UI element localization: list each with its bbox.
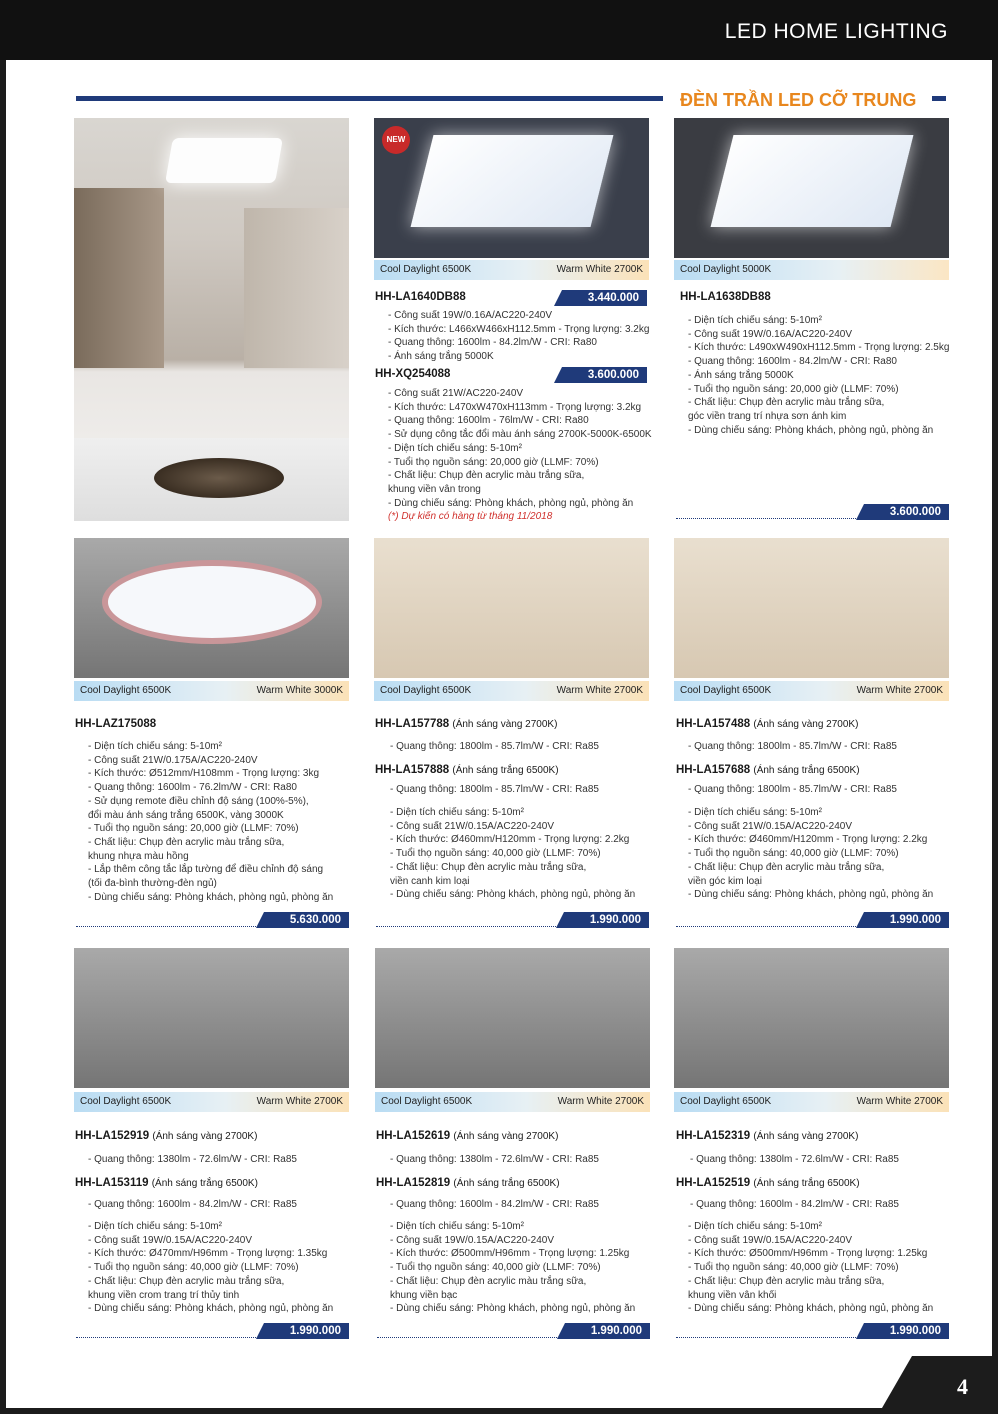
spec-item: - Sử dụng remote điều chỉnh độ sáng (100%-5%), [88, 795, 309, 807]
spec-item: - Chất liệu: Chụp đèn acrylic màu trắng sữa, [390, 1275, 587, 1287]
spec-item: - Công suất 21W/AC220-240V [388, 388, 524, 399]
price-tag: 3.440.000 [562, 290, 647, 306]
color-temp-band [374, 260, 649, 280]
spec-item: - Quang thông: 1380lm - 72.6lm/W - CRI: Ra85 [88, 1154, 297, 1165]
spec-item: góc viền trang trí nhựa sơn ánh kim [688, 410, 847, 422]
spec-list [390, 1153, 599, 1167]
model-variant: (Ánh sáng trắng 6500K) [452, 765, 559, 776]
model-variant: (Ánh sáng vàng 2700K) [152, 1131, 258, 1142]
spec-item: - Tuổi thọ nguồn sáng: 40,000 giờ (LLMF: 70%) [688, 1262, 899, 1274]
spec-list [88, 740, 333, 904]
spec-list [88, 1198, 297, 1212]
spec-item: (tối đa-bình thường-đèn ngủ) [88, 878, 217, 890]
spec-item: - Diện tích chiếu sáng: 5-10m² [688, 315, 822, 326]
spec-item: - Công suất 21W/0.15A/AC220-240V [390, 820, 554, 832]
spec-item: - Tuổi thọ nguồn sáng: 40,000 giờ (LLMF: 70%) [688, 848, 899, 860]
model-variant: (Ánh sáng vàng 2700K) [453, 1131, 559, 1142]
model-code: HH-LA157788 [375, 718, 450, 730]
band-cool-label: Cool Daylight 6500K [80, 685, 172, 696]
spec-item: - Dùng chiếu sáng: Phòng khách, phòng ngủ, phòng ăn [688, 424, 934, 436]
square-lamp-icon [710, 135, 913, 227]
price-tag: 3.600.000 [562, 367, 647, 383]
spec-list [88, 1220, 333, 1316]
spec-item: khung nhựa màu hồng [88, 850, 189, 862]
band-warm-label: Warm White 2700K [856, 685, 943, 696]
band-cool-label: Cool Daylight 6500K [680, 1096, 772, 1107]
spec-list [388, 387, 652, 524]
spec-item: - Diện tích chiếu sáng: 5-10m² [88, 741, 222, 752]
spec-list [390, 740, 599, 754]
room-wall [244, 208, 349, 368]
header-bar [0, 0, 998, 60]
spec-item: - Quang thông: 1600lm - 76lm/W - CRI: Ra80 [388, 415, 589, 427]
spec-item: - Chất liệu: Chụp đèn acrylic màu trắng sữa, [388, 470, 585, 482]
product-image-hh-la157488 [674, 538, 949, 678]
color-temp-band [374, 681, 649, 701]
page-number: 4 [957, 1374, 968, 1399]
spec-item: - Công suất 19W/0.15A/AC220-240V [688, 1234, 852, 1246]
spec-item: - Quang thông: 1600lm - 84.2lm/W - CRI: Ra85 [390, 1199, 599, 1210]
spec-item: khung viền vân trong [388, 483, 481, 495]
spec-item: - Kích thước: Ø460mm/H120mm - Trọng lượng: 2.2kg [688, 834, 928, 846]
price-rule [76, 926, 266, 927]
model-code: HH-LA153119 [75, 1177, 149, 1189]
spec-item: - Chất liệu: Chụp đèn acrylic màu trắng sữa, [688, 397, 885, 409]
model-variant: (Ánh sáng trắng 6500K) [753, 1178, 860, 1189]
model-name [375, 718, 557, 730]
model-code: HH-LA152819 [376, 1177, 451, 1189]
spec-item: - Kích thước: L490xW490xH112.5mm - Trọng lượng: 2.5kg [688, 342, 950, 354]
spec-item: - Tuổi thọ nguồn sáng: 40,000 giờ (LLMF: 70%) [88, 1262, 299, 1274]
spec-item: - Diện tích chiếu sáng: 5-10m² [388, 442, 522, 454]
spec-item: viền góc kim loại [688, 875, 762, 887]
spec-list [390, 1198, 599, 1212]
spec-item: - Chất liệu: Chụp đèn acrylic màu trắng sữa, [390, 861, 587, 873]
spec-item: - Quang thông: 1800lm - 85.7lm/W - CRI: Ra85 [688, 741, 897, 752]
band-cool-label: Cool Daylight 6500K [381, 1096, 473, 1107]
spec-item: - Dùng chiếu sáng: Phòng khách, phòng ngủ, phòng ăn [88, 1303, 334, 1315]
spec-list [688, 806, 933, 902]
spec-item: - Chất liệu: Chụp đèn acrylic màu trắng sữa, [88, 836, 285, 848]
band-cool-label: Cool Daylight 6500K [80, 1096, 172, 1107]
model-name [676, 718, 858, 730]
band-cool-label: Cool Daylight 6500K [380, 264, 472, 275]
spec-list [388, 309, 649, 364]
model-name: HH-LA1640DB88 [375, 291, 466, 303]
page-number-tab [912, 1356, 992, 1408]
model-name [676, 1130, 858, 1142]
spec-item: - Tuổi thọ nguồn sáng: 20,000 giờ (LLMF: 70%) [688, 383, 899, 395]
band-warm-label: Warm White 2700K [856, 1096, 943, 1107]
price-rule [76, 1337, 266, 1338]
spec-item: - Chất liệu: Chụp đèn acrylic màu trắng sữa, [688, 1275, 885, 1287]
band-warm-label: Warm White 2700K [256, 1096, 343, 1107]
model-name [376, 1177, 560, 1189]
room-wall [74, 188, 164, 368]
band-cool-label: Cool Daylight 6500K [380, 685, 472, 696]
model-variant: (Ánh sáng vàng 2700K) [753, 719, 859, 730]
model-name: HH-LAZ175088 [75, 718, 157, 730]
spec-list [688, 1220, 933, 1316]
spec-item: - Diện tích chiếu sáng: 5-10m² [88, 1221, 222, 1232]
model-code: HH-LA157688 [676, 764, 751, 776]
band-warm-label: Warm White 2700K [557, 1096, 644, 1107]
spec-item: - Quang thông: 1600lm - 84.2lm/W - CRI: Ra85 [690, 1199, 899, 1210]
spec-item: - Kích thước: Ø460mm/H120mm - Trọng lượng: 2.2kg [390, 834, 630, 846]
price-tag: 1.990.000 [264, 1323, 349, 1339]
spec-item: - Công suất 19W/0.15A/AC220-240V [390, 1234, 554, 1246]
model-code: HH-LA152619 [376, 1130, 451, 1142]
spec-item: - Dùng chiếu sáng: Phòng khách, phòng ngủ, phòng ăn [390, 1303, 636, 1315]
color-temp-band [674, 681, 949, 701]
bowl-image [154, 458, 284, 498]
spec-item: - Quang thông: 1380lm - 72.6lm/W - CRI: Ra85 [690, 1154, 899, 1165]
model-code: HH-LA157888 [375, 764, 450, 776]
spec-item: - Công suất 19W/0.15A/AC220-240V [88, 1234, 252, 1246]
spec-item: - Tuổi thọ nguồn sáng: 20,000 giờ (LLMF: 70%) [88, 823, 299, 835]
spec-list [390, 783, 599, 797]
model-variant: (Ánh sáng vàng 2700K) [753, 1131, 859, 1142]
spec-list [390, 1220, 635, 1316]
spec-item: - Sử dụng công tắc đổi màu ánh sáng 2700K-5000K-6500K [388, 429, 652, 441]
spec-item: - Tuổi thọ nguồn sáng: 20,000 giờ (LLMF: 70%) [388, 456, 599, 468]
color-temp-band [674, 1092, 949, 1112]
spec-item: - Công suất 19W/0.16A/AC220-240V [688, 328, 852, 340]
product-image-hh-la152319 [674, 948, 949, 1088]
spec-item: khung viền vân khối [688, 1289, 777, 1301]
model-name [376, 1130, 558, 1142]
spec-item: - Dùng chiếu sáng: Phòng khách, phòng ngủ, phòng ăn [390, 889, 636, 901]
model-variant: (Ánh sáng vàng 2700K) [452, 719, 558, 730]
product-image-hh-la1638db88 [674, 118, 949, 258]
price-tag: 5.630.000 [264, 912, 349, 928]
spec-item: - Kích thước: L470xW470xH113mm - Trọng lượng: 3.2kg [388, 401, 642, 413]
spec-item: - Diện tích chiếu sáng: 5-10m² [688, 1221, 822, 1232]
spec-list [688, 314, 949, 437]
spec-item: - Ánh sáng trắng 5000K [688, 369, 794, 381]
spec-list [690, 1198, 899, 1212]
product-image-hh-la152619 [375, 948, 650, 1088]
spec-item: - Quang thông: 1600lm - 84.2lm/W - CRI: Ra85 [88, 1199, 297, 1210]
color-temp-band [375, 1092, 650, 1112]
model-code: HH-LA152519 [676, 1177, 751, 1189]
availability-note: (*) Dự kiến có hàng từ tháng 11/2018 [388, 511, 553, 523]
price-tag: 1.990.000 [864, 1323, 949, 1339]
spec-list [688, 740, 897, 754]
model-name [375, 764, 559, 776]
spec-item: - Dùng chiếu sáng: Phòng khách, phòng ngủ, phòng ăn [688, 889, 934, 901]
spec-list [88, 1153, 297, 1167]
spec-item: - Ánh sáng trắng 5000K [388, 351, 494, 363]
product-image-hh-la152919 [74, 948, 349, 1088]
price-rule [676, 518, 866, 519]
model-name [676, 764, 860, 776]
spec-item: - Dùng chiếu sáng: Phòng khách, phòng ngủ, phòng ăn [388, 497, 634, 509]
band-warm-label: Warm White 3000K [256, 685, 343, 696]
price-rule [377, 1337, 567, 1338]
spec-item: - Diện tích chiếu sáng: 5-10m² [390, 1221, 524, 1232]
band-warm-label: Warm White 2700K [556, 264, 643, 275]
color-temp-band [674, 260, 949, 280]
model-code: HH-LA152319 [676, 1130, 751, 1142]
section-title: ĐÈN TRẦN LED CỠ TRUNG [680, 90, 917, 110]
spec-item: viền canh kim loại [390, 875, 470, 887]
spec-item: - Công suất 21W/0.175A/AC220-240V [88, 754, 258, 766]
band-cool-label: Cool Daylight 6500K [680, 685, 772, 696]
model-variant: (Ánh sáng trắng 6500K) [453, 1178, 560, 1189]
spec-item: - Lắp thêm công tắc lắp tường để điều chỉnh độ sáng [88, 864, 324, 876]
price-rule [676, 1337, 866, 1338]
new-badge: NEW [382, 126, 410, 154]
spec-item: - Tuổi thọ nguồn sáng: 40,000 giờ (LLMF: 70%) [390, 848, 601, 860]
spec-item: - Quang thông: 1800lm - 85.7lm/W - CRI: Ra85 [688, 784, 897, 795]
header-title: LED HOME LIGHTING [724, 20, 948, 43]
spec-item: - Dùng chiếu sáng: Phòng khách, phòng ngủ, phòng ăn [688, 1303, 934, 1315]
model-name [75, 1177, 258, 1189]
spec-item: - Diện tích chiếu sáng: 5-10m² [390, 807, 524, 818]
spec-item: - Kích thước: Ø500mm/H96mm - Trọng lượng: 1.25kg [390, 1248, 630, 1260]
spec-item: - Quang thông: 1600lm - 84.2lm/W - CRI: Ra80 [688, 356, 897, 368]
spec-item: - Tuổi thọ nguồn sáng: 40,000 giờ (LLMF: 70%) [390, 1262, 601, 1274]
model-code: HH-LA152919 [75, 1130, 150, 1142]
price-tag: 1.990.000 [564, 912, 649, 928]
spec-item: khung viền crom trang trí thủy tinh [88, 1289, 240, 1301]
product-image-hh-la157788 [374, 538, 649, 678]
price-tag: 1.990.000 [565, 1323, 650, 1339]
spec-item: - Diện tích chiếu sáng: 5-10m² [688, 807, 822, 818]
round-lamp-icon [102, 560, 322, 644]
color-temp-band [74, 681, 349, 701]
color-temp-band [74, 1092, 349, 1112]
spec-item: - Kích thước: Ø500mm/H96mm - Trọng lượng: 1.25kg [688, 1248, 928, 1260]
price-rule [676, 926, 866, 927]
spec-item: đổi màu ánh sáng trắng 6500K, vàng 3000K [88, 809, 284, 821]
price-rule [376, 926, 566, 927]
model-variant: (Ánh sáng trắng 6500K) [151, 1178, 258, 1189]
ceiling-lamp-image [165, 138, 283, 183]
spec-item: - Công suất 19W/0.16A/AC220-240V [388, 310, 552, 321]
model-name: HH-LA1638DB88 [680, 291, 771, 303]
spec-item: - Kích thước: Ø512mm/H108mm - Trọng lượng: 3kg [88, 768, 320, 780]
spec-list [690, 1153, 899, 1167]
room-photo [74, 118, 349, 521]
square-lamp-icon [410, 135, 613, 227]
spec-item: - Công suất 21W/0.15A/AC220-240V [688, 820, 852, 832]
section-rule-end [932, 96, 946, 101]
spec-list [688, 783, 897, 797]
spec-item: - Chất liệu: Chụp đèn acrylic màu trắng sữa, [88, 1275, 285, 1287]
model-variant: (Ánh sáng trắng 6500K) [753, 765, 860, 776]
band-warm-label: Warm White 2700K [556, 685, 643, 696]
model-name [75, 1130, 257, 1142]
spec-item: - Quang thông: 1800lm - 85.7lm/W - CRI: Ra85 [390, 741, 599, 752]
spec-item: - Quang thông: 1800lm - 85.7lm/W - CRI: Ra85 [390, 784, 599, 795]
spec-item: - Kích thước: L466xW466xH112.5mm - Trọng lượng: 3.2kg [388, 323, 650, 335]
price-tag: 3.600.000 [864, 504, 949, 520]
band-cool-label: Cool Daylight 5000K [680, 264, 772, 275]
spec-item: - Dùng chiếu sáng: Phòng khách, phòng ngủ, phòng ăn [88, 891, 334, 903]
spec-item: - Kích thước: Ø470mm/H96mm - Trọng lượng: 1.35kg [88, 1248, 328, 1260]
spec-item: khung viền bạc [390, 1289, 458, 1301]
model-name: HH-XQ254088 [375, 368, 451, 380]
spec-item: - Chất liệu: Chụp đèn acrylic màu trắng sữa, [688, 861, 885, 873]
model-code: HH-LA157488 [676, 718, 751, 730]
spec-item: - Quang thông: 1600lm - 76.2lm/W - CRI: Ra80 [88, 782, 297, 794]
price-tag: 1.990.000 [864, 912, 949, 928]
product-image-hh-la1640db88 [374, 118, 649, 258]
model-name [676, 1177, 860, 1189]
spec-item: - Quang thông: 1380lm - 72.6lm/W - CRI: Ra85 [390, 1154, 599, 1165]
spec-item: - Quang thông: 1600lm - 84.2lm/W - CRI: Ra80 [388, 337, 597, 349]
section-rule [76, 96, 663, 101]
product-image-hh-laz175088 [74, 538, 349, 678]
spec-list [390, 806, 635, 902]
